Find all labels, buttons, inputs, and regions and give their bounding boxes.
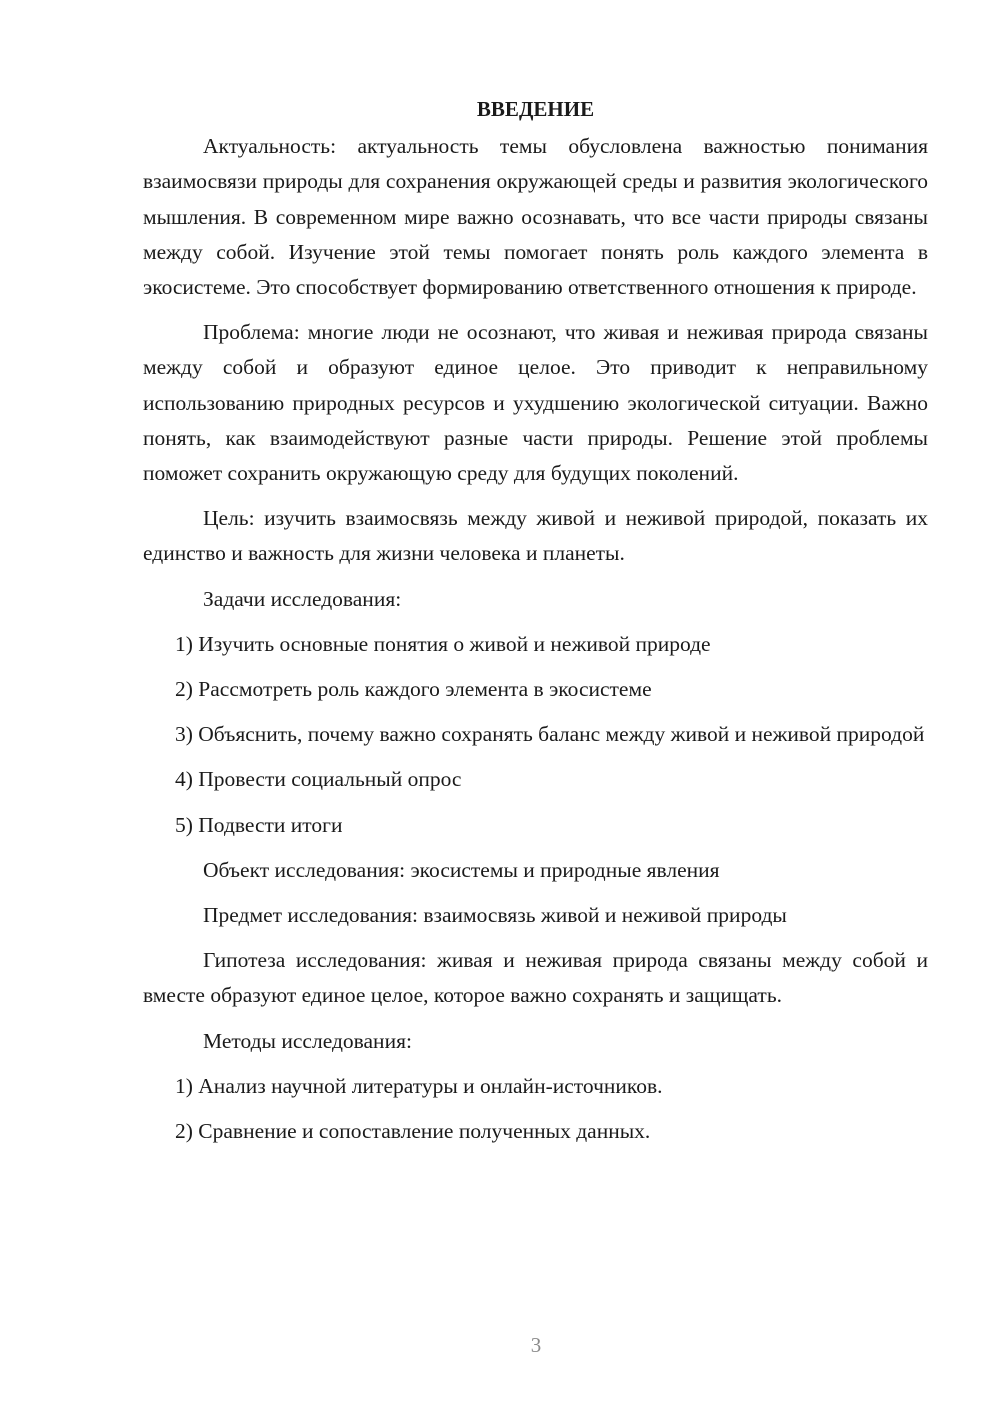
section-title: ВВЕДЕНИЕ — [476, 97, 595, 121]
hypothesis-paragraph: Гипотеза исследования: живая и неживая природа связаны между собой и вместе образуют единое целое, которое важно сохранять и защищать. — [143, 948, 928, 1008]
method-item-1: 1) Анализ научной литературы и онлайн-источников. — [175, 1073, 663, 1098]
task-item-5: 5) Подвести итоги — [175, 812, 343, 837]
page-number: 3 — [530, 1333, 542, 1357]
tasks-heading: Задачи исследования: — [203, 586, 402, 611]
goal-paragraph: Цель: изучить взаимосвязь между живой и неживой природой, показать их единство и важность для жизни человека и планеты. — [143, 506, 928, 566]
page-content — [143, 92, 928, 1159]
subject-paragraph: Предмет исследования: взаимосвязь живой и неживой природы — [203, 903, 787, 928]
method-item-2: 2) Сравнение и сопоставление полученных данных. — [175, 1119, 651, 1144]
task-item-3: 3) Объяснить, почему важно сохранять баланс между живой и неживой природой — [175, 722, 925, 747]
task-item-1: 1) Изучить основные понятия о живой и неживой природе — [175, 631, 711, 656]
relevance-paragraph: Актуальность: актуальность темы обусловлена важностью понимания взаимосвязи природы для сохранения окружающей среды и развития экологического мышления. В современном мире важно осознавать, что все части природы связаны между собой. Изучение этой темы помогает понять роль каждого элемента в экосистеме. Это способствует формированию ответственного отношения к природе. — [143, 134, 928, 300]
methods-heading: Методы исследования: — [203, 1028, 412, 1053]
task-item-4: 4) Провести социальный опрос — [175, 767, 462, 792]
task-item-2: 2) Рассмотреть роль каждого элемента в экосистеме — [175, 677, 652, 702]
object-paragraph: Объект исследования: экосистемы и природные явления — [203, 857, 720, 882]
problem-paragraph: Проблема: многие люди не осознают, что живая и неживая природа связаны между собой и образуют единое целое. Это приводит к неправильному использованию природных ресурсов и ухудшению экологической ситуации. Важно понять, как взаимодействуют разные части природы. Решение этой проблемы поможет сохранить окружающую среду для будущих поколений. — [143, 320, 928, 486]
